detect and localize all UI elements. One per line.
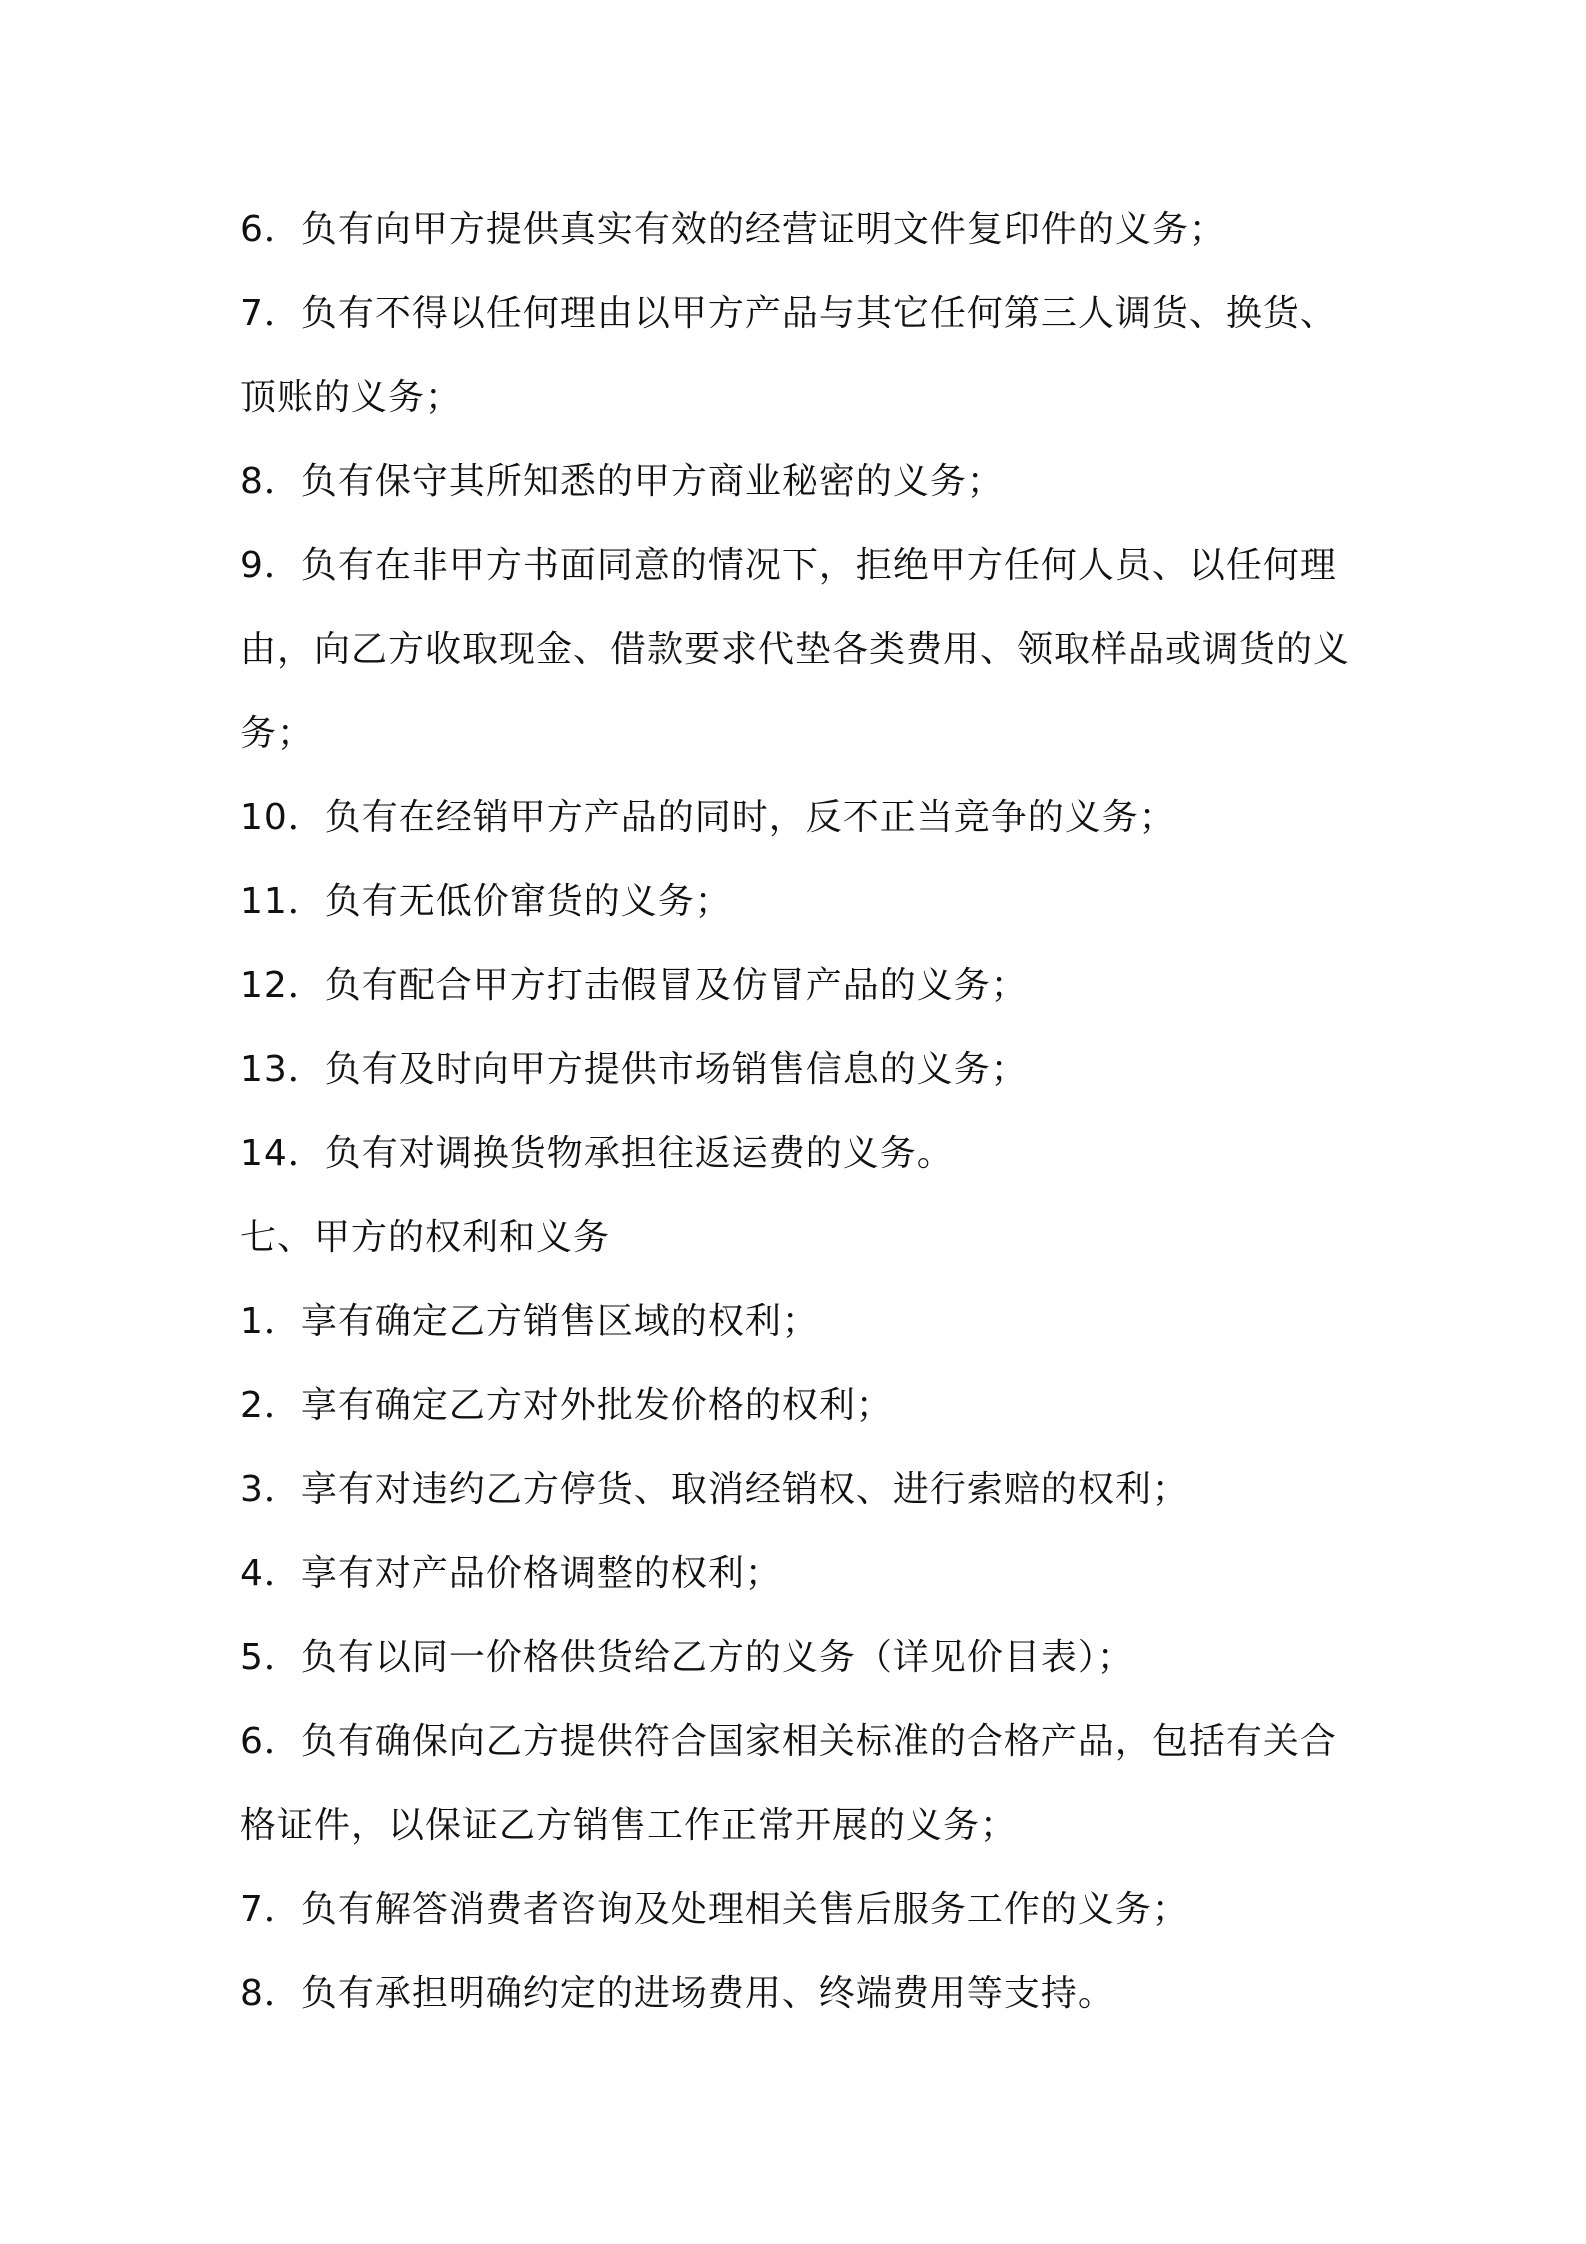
clause-b-8: 8．负有保守其所知悉的甲方商业秘密的义务； xyxy=(240,461,1004,502)
section-heading-7: 七、甲方的权利和义务 xyxy=(240,1217,611,1258)
clause-b-13: 13．负有及时向甲方提供市场销售信息的义务； xyxy=(240,1049,1028,1090)
clause-a-6: 6．负有确保向乙方提供符合国家相关标准的合格产品，包括有关合格证件，以保证乙方销售工作正常开展的义务； xyxy=(240,1721,1337,1846)
clause-a-8: 8．负有承担明确约定的进场费用、终端费用等支持。 xyxy=(240,1973,1115,2014)
clause-b-10: 10．负有在经销甲方产品的同时，反不正当竞争的义务； xyxy=(240,797,1176,838)
clause-a-3: 3．享有对违约乙方停货、取消经销权、进行索赔的权利； xyxy=(240,1469,1189,1510)
clause-a-7: 7．负有解答消费者咨询及处理相关售后服务工作的义务； xyxy=(240,1889,1189,1930)
clause-b-9: 9．负有在非甲方书面同意的情况下，拒绝甲方任何人员、以任何理由，向乙方收取现金、借款要求代垫各类费用、领取样品或调货的义务； xyxy=(240,545,1351,754)
clause-b-12: 12．负有配合甲方打击假冒及仿冒产品的义务； xyxy=(240,965,1028,1006)
clause-b-14: 14．负有对调换货物承担往返运费的义务。 xyxy=(240,1133,954,1174)
clause-a-5: 5．负有以同一价格供货给乙方的义务（详见价目表）； xyxy=(240,1637,1134,1678)
clause-a-1: 1．享有确定乙方销售区域的权利； xyxy=(240,1301,819,1342)
clause-b-6: 6．负有向甲方提供真实有效的经营证明文件复印件的义务； xyxy=(240,209,1226,250)
clause-b-11: 11．负有无低价窜货的义务； xyxy=(240,881,732,922)
clause-b-7: 7．负有不得以任何理由以甲方产品与其它任何第三人调货、换货、顶账的义务； xyxy=(240,293,1337,418)
clause-a-2: 2．享有确定乙方对外批发价格的权利； xyxy=(240,1385,893,1426)
clause-a-4: 4．享有对产品价格调整的权利； xyxy=(240,1553,782,1594)
document-body xyxy=(240,188,1360,2036)
